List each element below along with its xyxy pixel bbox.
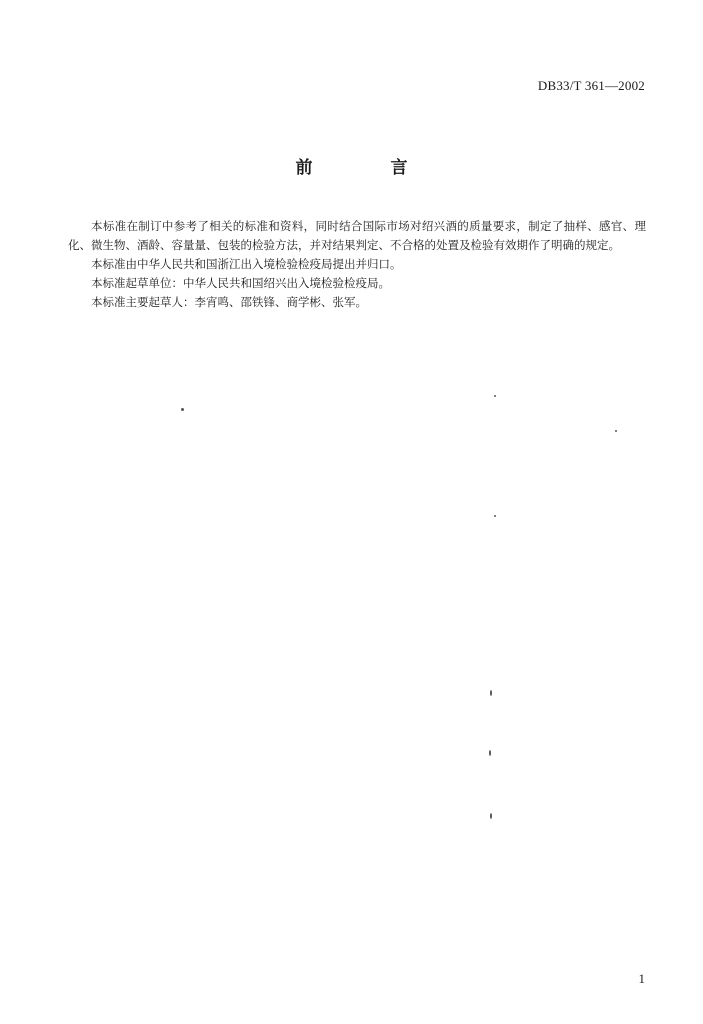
foreword-body xyxy=(68,217,646,312)
standard-code: DB33/T 361—2002 xyxy=(537,78,645,93)
scan-speck xyxy=(490,690,492,696)
paragraph: 本标准起草单位：中华人民共和国绍兴出入境检验检疫局。 xyxy=(91,276,390,290)
scan-speck xyxy=(615,430,617,432)
paragraph: 本标准在制订中参考了相关的标准和资料，同时结合国际市场对绍兴酒的质量要求，制定了抽样、感官、理化、微生物、酒龄、容量量、包装的检验方法，并对结果判定、不合格的处置及检验有效期作了明确的规定。 xyxy=(68,219,646,252)
scan-speck xyxy=(494,395,496,397)
scan-speck xyxy=(489,750,491,756)
scan-speck xyxy=(490,813,492,819)
page-title: 前 言 xyxy=(295,158,444,178)
scan-speck xyxy=(494,515,496,517)
page-number: 1 xyxy=(638,971,645,986)
scan-speck xyxy=(181,408,184,411)
paragraph: 本标准由中华人民共和国浙江出入境检验检疫局提出并归口。 xyxy=(91,257,402,271)
paragraph: 本标准主要起草人：李宵鸣、邵铁锋、商学彬、张军。 xyxy=(91,295,367,309)
